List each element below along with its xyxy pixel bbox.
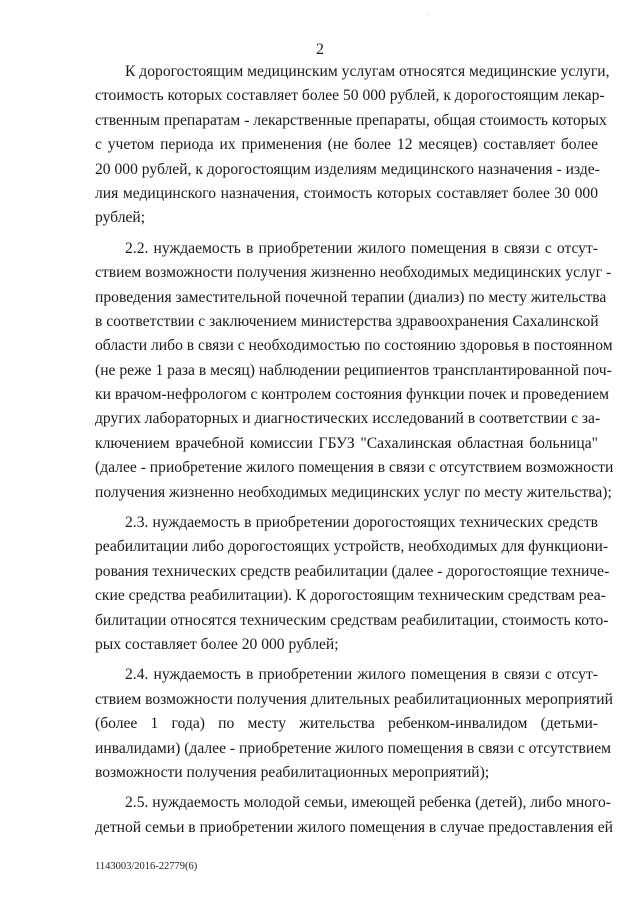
text-line: (более 1 года) по месту жительства ребенком-инвалидом (детьми- xyxy=(95,715,598,733)
text-line: в соответствии с заключением министерства здравоохранения Сахалинской xyxy=(95,312,599,330)
paragraph xyxy=(95,237,614,505)
text-line: билитации относятся техническим средствам реабилитации, стоимость кото- xyxy=(95,611,609,629)
text-line: (не реже 1 раза в месяц) наблюдении реципиентов трансплантированной поч- xyxy=(95,361,612,379)
text-line: ки врачом-нефрологом с контролем состояния функции почек и проведением xyxy=(95,386,610,404)
paragraph xyxy=(95,511,610,657)
text-line: ствием возможности получения длительных реабилитационных мероприятий xyxy=(95,690,613,708)
text-line: ключением врачебной комиссии ГБУЗ "Сахалинская областная больница" xyxy=(95,434,598,452)
text-line: рых составляет более 20 000 рублей; xyxy=(95,635,339,653)
text-line: 20 000 рублей, к дорогостоящим изделиям медицинского назначения - изде- xyxy=(95,160,600,178)
text-line: К дорогостоящим медицинским услугам относятся медицинские услуги, xyxy=(125,63,610,80)
text-line: стоимость которых составляет более 50 000 рублей, к дорогостоящим лекар- xyxy=(95,87,605,105)
text-line: ские средства реабилитации). К дорогостоящим техническим средствам реа- xyxy=(95,587,606,605)
text-line: возможности получения реабилитационных мероприятий); xyxy=(95,763,490,781)
text-line: 2.3. нуждаемость в приобретении дорогостоящих технических средств xyxy=(125,514,598,532)
text-line: реабилитации либо дорогостоящих устройств, необходимых для функциони- xyxy=(95,538,609,556)
text-line: ствием возможности получения жизненно необходимых медицинских услуг - xyxy=(95,264,612,282)
text-line: инвалидами) (далее - приобретение жилого помещения в связи с отсутствием xyxy=(95,739,611,757)
text-line: рования технических средств реабилитации (далее - дорогостоящие техниче- xyxy=(95,562,610,580)
text-line: области либо в связи с необходимостью по состоянию здоровья в постоянном xyxy=(95,337,613,355)
text-line: проведения заместительной почечной терапии (диализ) по месту жительства xyxy=(95,288,607,306)
document-body xyxy=(95,60,614,840)
text-line: получения жизненно необходимых медицинских услуг по месту жительства); xyxy=(95,483,612,501)
text-line: 2.2. нуждаемость в приобретении жилого помещения в связи с отсут- xyxy=(125,239,598,257)
paragraph xyxy=(95,791,613,840)
text-line: ственным препаратам - лекарственные препараты, общая стоимость которых xyxy=(95,111,607,129)
text-line: с учетом периода их применения (не более 12 месяцев) составляет более xyxy=(95,136,598,154)
paragraph xyxy=(95,663,613,785)
page-number: 2 xyxy=(316,41,324,58)
text-line: других лабораторных и диагностических исследований в соответствии с за- xyxy=(95,410,601,428)
scan-speck xyxy=(428,14,429,15)
text-line: рублей; xyxy=(95,209,146,227)
document-registration-code: 1143003/2016-22779(6) xyxy=(95,861,198,872)
text-line: 2.4. нуждаемость в приобретении жилого помещения в связи с отсут- xyxy=(125,666,598,684)
text-line: (далее - приобретение жилого помещения в связи с отсутствием возможности xyxy=(95,459,614,477)
text-line: детной семьи в приобретении жилого помещения в случае предоставления ей xyxy=(95,818,613,836)
paragraph xyxy=(95,60,610,231)
text-line: 2.5. нуждаемость молодой семьи, имеющей ребенка (детей), либо много- xyxy=(125,794,612,812)
text-line: лия медицинского назначения, стоимость которых составляет более 30 000 xyxy=(95,184,598,202)
